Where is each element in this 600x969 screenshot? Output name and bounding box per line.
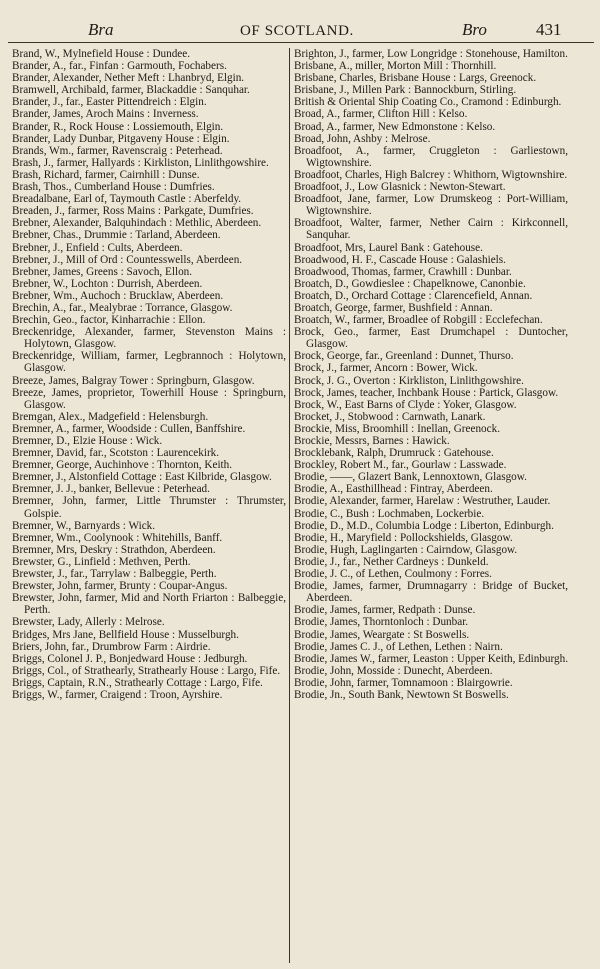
directory-entry: Bremner, David, far., Scotston : Laurencekirk. [12, 447, 220, 460]
running-title: OF SCOTLAND. [240, 23, 354, 39]
directory-entry: Breeze, James, proprietor, Towerhill House : Springburn, Glasgow. [12, 386, 286, 411]
directory-entry: Brodie, C., Bush : Lochmaben, Lockerbie. [294, 507, 485, 520]
directory-entry: Bremner, A., farmer, Woodside : Cullen, Banffshire. [12, 422, 246, 435]
directory-entry: British & Oriental Ship Coating Co., Cramond : Edinburgh. [294, 96, 562, 109]
directory-entry: Brechin, Geo., factor, Kinharrachie : Ellon. [12, 314, 206, 327]
directory-entry: Brander, R., Rock House : Lossiemouth, Elgin. [12, 120, 224, 133]
directory-entry: Bremner, W., Barnyards : Wick. [12, 519, 156, 532]
directory-entry: Brodie, James C. J., of Lethen, Lethen : Nairn. [294, 640, 503, 653]
directory-entry: Brisbane, J., Millen Park : Bannockburn, Stirling. [294, 84, 517, 97]
directory-entry: Brodie, J. C., of Lethen, Coulmony : Forres. [294, 568, 492, 581]
right-column [294, 48, 568, 963]
directory-entry: Broadfoot, Jane, farmer, Low Drumskeog : Port-William, Wigtownshire. [294, 193, 568, 218]
directory-columns [8, 48, 594, 963]
directory-entry: Broadfoot, Mrs, Laurel Bank : Gatehouse. [294, 241, 483, 254]
page-header [8, 18, 594, 43]
directory-entry: Brash, J., farmer, Hallyards : Kirkliston, Linlithgowshire. [12, 156, 269, 169]
directory-entry: Brodie, Jn., South Bank, Newtown St Boswells. [294, 688, 509, 701]
directory-entry: Brocklebank, Ralph, Drumruck : Gatehouse. [294, 447, 494, 460]
directory-entry: Brewster, John, farmer, Brunty : Coupar-Angus. [12, 580, 228, 593]
directory-entry: Briggs, Col., of Strathearly, Strathearly House : Largo, Fife. [12, 664, 281, 677]
directory-entry: Broad, John, Ashby : Melrose. [294, 132, 431, 145]
directory-entry: Brander, Alexander, Nether Meft : Lhanbryd, Elgin. [12, 72, 245, 85]
directory-entry: Briggs, Captain, R.N., Strathearly Cottage : Largo, Fife. [12, 676, 263, 689]
directory-entry: Brebner, Chas., Drummie : Tarland, Aberdeen. [12, 229, 221, 242]
directory-entry: Brodie, James, farmer, Drumnagarry : Bridge of Bucket, Aberdeen. [294, 580, 568, 605]
directory-entry: Breckenridge, William, farmer, Legbrannoch : Holytown, Glasgow. [12, 350, 286, 375]
directory-entry: Brodie, A., Easthillhead : Fintray, Aberdeen. [294, 483, 493, 496]
directory-entry: Brock, J., farmer, Ancorn : Bower, Wick. [294, 362, 478, 375]
directory-entry: Bremner, J. J., banker, Bellevue : Peterhead. [12, 483, 210, 496]
directory-entry: Brockley, Robert M., far., Gourlaw : Lasswade. [294, 459, 507, 472]
directory-entry: Brock, Geo., farmer, East Drumchapel : Duntocher, Glasgow. [294, 326, 568, 351]
directory-entry: Broatch, W., farmer, Broadlee of Robgill : Ecclefechan. [294, 314, 543, 327]
directory-entry: Brocket, J., Stobwood : Carnwath, Lanark. [294, 410, 486, 423]
directory-entry: Bremgan, Alex., Madgefield : Helensburgh. [12, 410, 209, 423]
left-guide-word: Bra [88, 20, 114, 39]
directory-entry: Brander, J., far., Easter Pittendreich : Elgin. [12, 96, 207, 109]
directory-entry: Brodie, J., far., Nether Cardneys : Dunkeld. [294, 555, 489, 568]
directory-entry: Brodie, James, Thorntonloch : Dunbar. [294, 616, 469, 629]
directory-entry: Breeze, James, Balgray Tower : Springburn, Glasgow. [12, 374, 255, 387]
directory-entry: Brockie, Miss, Broomhill : Inellan, Greenock. [294, 422, 500, 435]
directory-entry: Broadfoot, A., farmer, Cruggleton : Garliestown, Wigtownshire. [294, 144, 568, 169]
directory-entry: Brodie, ——, Glazert Bank, Lennoxtown, Glasgow. [294, 471, 527, 484]
directory-entry: Broadwood, H. F., Cascade House : Galashiels. [294, 253, 506, 266]
page-number: 431 [536, 20, 562, 39]
directory-entry: Bremner, J., Alstonfield Cottage : East Kilbride, Glasgow. [12, 471, 272, 484]
directory-entry: Breckenridge, Alexander, farmer, Stevenston Mains : Holytown, Glasgow. [12, 326, 286, 351]
directory-entry: Brebner, W., Lochton : Durrish, Aberdeen. [12, 277, 203, 290]
directory-entry: Briggs, Colonel J. P., Bonjedward House : Jedburgh. [12, 652, 248, 665]
directory-entry: Bramwell, Archibald, farmer, Blackaddie : Sanquhar. [12, 84, 250, 97]
directory-entry: Brechin, A., far., Mealybrae : Torrance, Glasgow. [12, 301, 233, 314]
directory-entry: Broadfoot, J., Low Glasnick : Newton-Stewart. [294, 181, 506, 194]
directory-entry: Brand, W., Mylnefield House : Dundee. [12, 48, 191, 60]
directory-entry: Brander, Lady Dunbar, Pitgaveny House : Elgin. [12, 132, 230, 145]
directory-entry: Bremner, D., Elzie House : Wick. [12, 435, 163, 447]
directory-entry: Broad, A., farmer, Clifton Hill : Kelso. [294, 108, 468, 121]
directory-entry: Brock, J. G., Overton : Kirkliston, Linlithgowshire. [294, 374, 524, 387]
directory-entry: Briers, John, far., Drumbrow Farm : Airdrie. [12, 640, 211, 653]
directory-entry: Broadfoot, Walter, farmer, Nether Cairn : Kirkconnell, Sanquhar. [294, 217, 568, 242]
directory-entry: Breaden, J., farmer, Ross Mains : Parkgate, Dumfries. [12, 205, 254, 218]
directory-entry: Brodie, James, Weargate : St Boswells. [294, 628, 470, 641]
directory-entry: Brewster, Lady, Allerly : Melrose. [12, 616, 165, 629]
directory-entry: Broatch, D., Gowdieslee : Chapelknowe, Canonbie. [294, 277, 526, 290]
directory-entry: Brock, W., East Barns of Clyde : Yoker, Glasgow. [294, 398, 517, 411]
directory-entry: Brebner, J., Enfield : Cults, Aberdeen. [12, 241, 183, 254]
directory-entry: Brodie, James, farmer, Redpath : Dunse. [294, 604, 476, 617]
directory-page [8, 18, 594, 963]
directory-entry: Briggs, W., farmer, Craigend : Troon, Ayrshire. [12, 688, 223, 701]
directory-entry: Brander, A., far., Finfan : Garmouth, Fochabers. [12, 60, 227, 73]
directory-entry: Broadwood, Thomas, farmer, Crawhill : Dunbar. [294, 265, 512, 278]
directory-entry: Broatch, George, farmer, Bushfield : Annan. [294, 301, 493, 314]
directory-entry: Brebner, Alexander, Balquhindach : Methlic, Aberdeen. [12, 217, 262, 230]
directory-entry: Bremner, John, farmer, Little Thrumster : Thrumster, Golspie. [12, 495, 286, 520]
directory-entry: Brebner, James, Greens : Savoch, Ellon. [12, 265, 193, 278]
directory-entry: Brewster, John, farmer, Mid and North Friarton : Balbeggie, Perth. [12, 592, 286, 617]
directory-entry: Brewster, J., far., Tarrylaw : Balbeggie, Perth. [12, 568, 217, 581]
directory-entry: Breadalbane, Earl of, Taymouth Castle : Aberfeldy. [12, 193, 242, 206]
directory-entry: Broadfoot, Charles, High Balcrey : Whithorn, Wigtownshire. [294, 168, 568, 181]
directory-entry: Bremner, George, Auchinhove : Thornton, Keith. [12, 459, 233, 472]
directory-entry: Brander, James, Aroch Mains : Inverness. [12, 108, 199, 121]
directory-entry: Brands, Wm., farmer, Ravenscraig : Peterhead. [12, 144, 223, 157]
directory-entry: Brash, Richard, farmer, Cairnhill : Dunse. [12, 168, 200, 181]
directory-entry: Bremner, Wm., Coolynook : Whitehills, Banff. [12, 531, 223, 544]
directory-entry: Bridges, Mrs Jane, Bellfield House : Musselburgh. [12, 628, 239, 641]
directory-entry: Brisbane, Charles, Brisbane House : Largs, Greenock. [294, 72, 537, 85]
directory-entry: Brighton, J., farmer, Low Longridge : Stonehouse, Hamilton. [294, 48, 568, 60]
directory-entry: Brash, Thos., Cumberland House : Dumfries. [12, 181, 215, 194]
directory-entry: Brebner, J., Mill of Ord : Countesswells, Aberdeen. [12, 253, 243, 266]
column-divider [289, 48, 290, 963]
directory-entry: Brisbane, A., miller, Morton Mill : Thornhill. [294, 60, 497, 73]
directory-entry: Brockie, Messrs, Barnes : Hawick. [294, 435, 450, 447]
right-guide-word: Bro [462, 20, 487, 39]
directory-entry: Brodie, D., M.D., Columbia Lodge : Liberton, Edinburgh. [294, 519, 554, 532]
directory-entry: Broad, A., farmer, New Edmonstone : Kelso. [294, 120, 496, 133]
directory-entry: Brodie, Alexander, farmer, Harelaw : Westruther, Lauder. [294, 495, 551, 508]
left-column [12, 48, 286, 963]
directory-entry: Brodie, John, farmer, Tomnamoon : Blairgowrie. [294, 676, 513, 689]
directory-entry: Bremner, Mrs, Deskry : Strathdon, Aberdeen. [12, 543, 216, 556]
directory-entry: Brock, James, teacher, Inchbank House : Partick, Glasgow. [294, 386, 559, 399]
directory-entry: Brodie, H., Maryfield : Pollockshields, Glasgow. [294, 531, 513, 544]
directory-entry: Brodie, John, Mosside : Dunecht, Aberdeen. [294, 664, 493, 677]
directory-entry: Brock, George, far., Greenland : Dunnet, Thurso. [294, 350, 514, 363]
directory-entry: Brewster, G., Linfield : Methven, Perth. [12, 555, 191, 568]
directory-entry: Brodie, James W., farmer, Leaston : Upper Keith, Edinburgh. [294, 652, 568, 665]
directory-entry: Brebner, Wm., Auchoch : Brucklaw, Aberdeen. [12, 289, 224, 302]
directory-entry: Broatch, D., Orchard Cottage : Clarencefield, Annan. [294, 289, 533, 302]
directory-entry: Brodie, Hugh, Laglingarten : Cairndow, Glasgow. [294, 543, 518, 556]
